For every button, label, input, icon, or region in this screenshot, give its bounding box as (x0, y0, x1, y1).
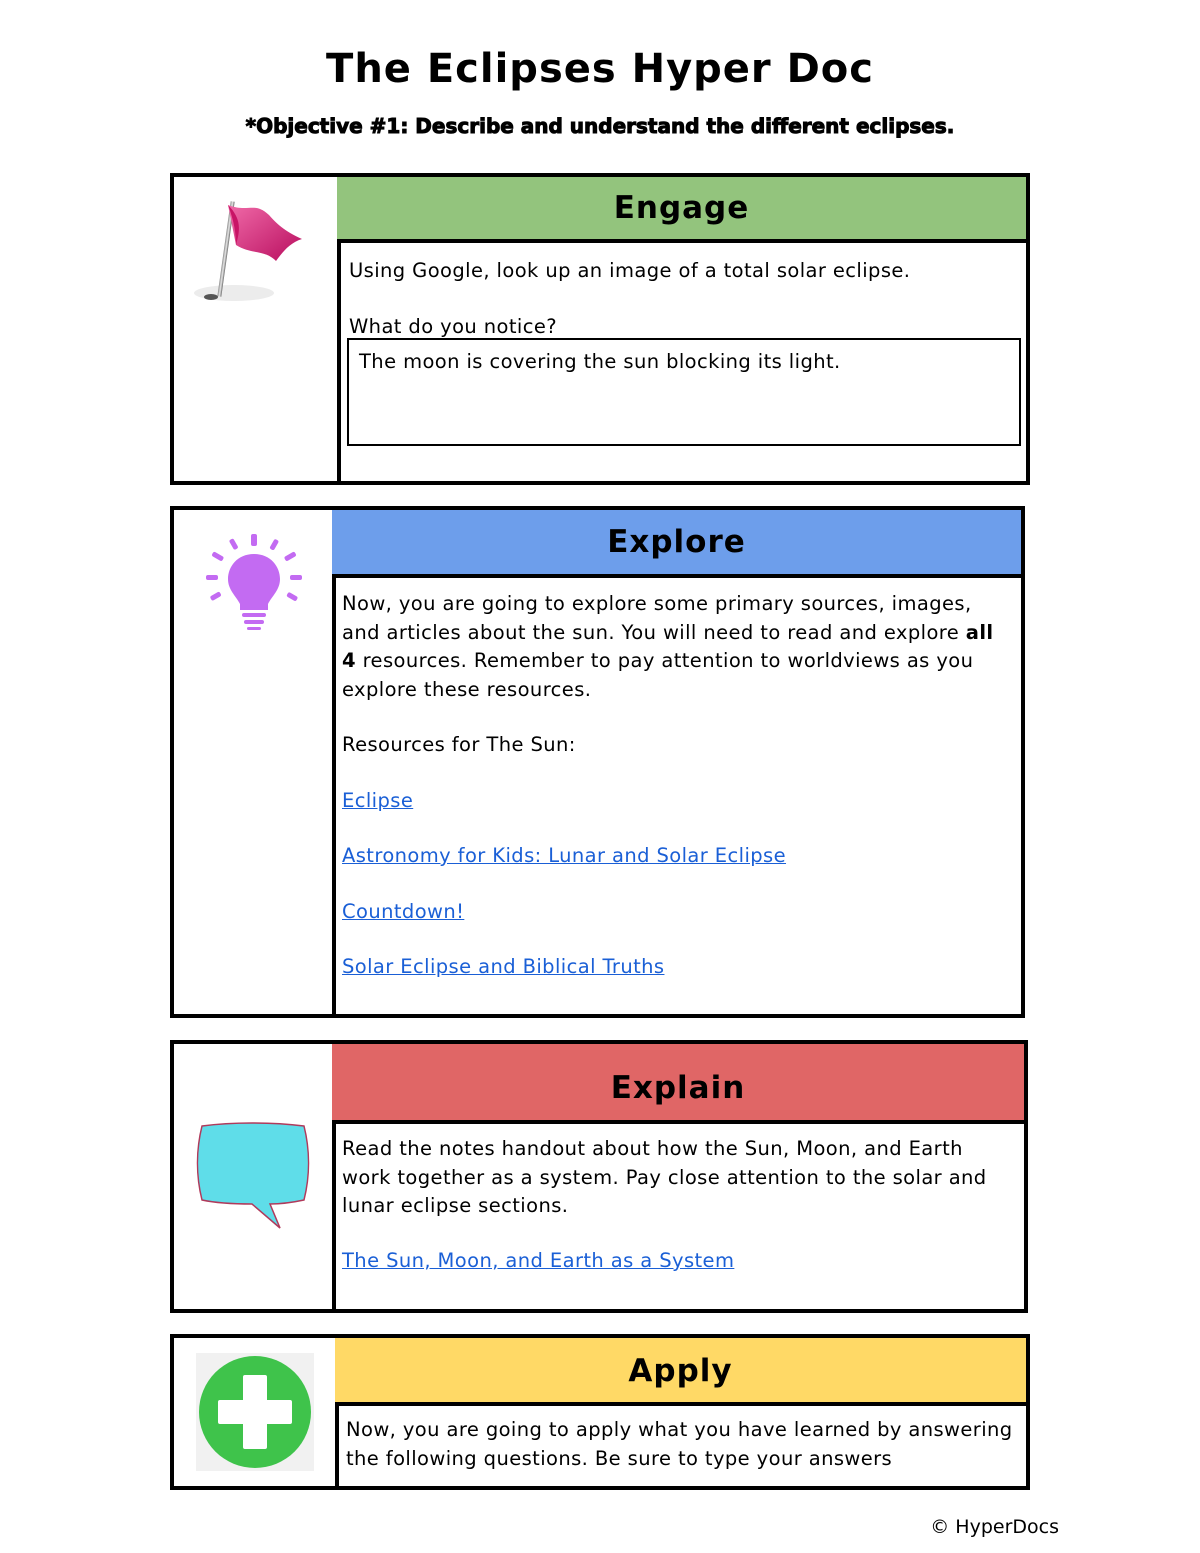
explain-text: Read the notes handout about how the Sun, Moon, and Earth work together as a system. Pay close attention to the solar and lunar eclipse sections. (342, 1137, 987, 1217)
apply-section (170, 1334, 1030, 1490)
link-eclipse[interactable]: Eclipse (342, 788, 414, 812)
speech-bubble-icon (192, 1120, 317, 1230)
engage-header: Engage (337, 177, 1026, 243)
explain-header: Explain (332, 1044, 1024, 1124)
green-plus-icon (196, 1353, 314, 1471)
link-sun-moon-earth-system[interactable]: The Sun, Moon, and Earth as a System (342, 1249, 735, 1272)
engage-question: What do you notice? (349, 315, 557, 338)
explore-body (342, 590, 1002, 982)
explore-section (170, 506, 1025, 1018)
lightbulb-icon (204, 532, 304, 632)
engage-instruction: Using Google, look up an image of a total solar eclipse. (349, 259, 911, 282)
apply-header: Apply (335, 1338, 1026, 1406)
copyright-footer: © HyperDocs (930, 1516, 1059, 1538)
page-title: The Eclipses Hyper Doc (326, 46, 874, 92)
link-countdown[interactable]: Countdown! (342, 899, 465, 923)
explore-intro: Now, you are going to explore some primary sources, images, and articles about the sun. You will need to read and explore all 4 resources. Remember to pay attention to worldviews as you explore these resources. (342, 592, 994, 701)
resources-label: Resources for The Sun: (342, 733, 576, 756)
objective-text: *Objective #1: Describe and understand the different eclipses. (245, 114, 955, 138)
explore-header: Explore (332, 510, 1021, 578)
pink-flag-icon (194, 193, 314, 313)
explain-section (170, 1040, 1028, 1313)
link-solar-eclipse-biblical-truths[interactable]: Solar Eclipse and Biblical Truths (342, 955, 665, 978)
engage-answer-field[interactable]: The moon is covering the sun blocking its light. (347, 338, 1021, 446)
apply-text: Now, you are going to apply what you have learned by answering the following questions. Be sure to type your answers (346, 1418, 1013, 1470)
engage-section (170, 173, 1030, 485)
explain-link-container (342, 1247, 1012, 1276)
link-astronomy-for-kids[interactable]: Astronomy for Kids: Lunar and Solar Eclipse (342, 844, 787, 867)
